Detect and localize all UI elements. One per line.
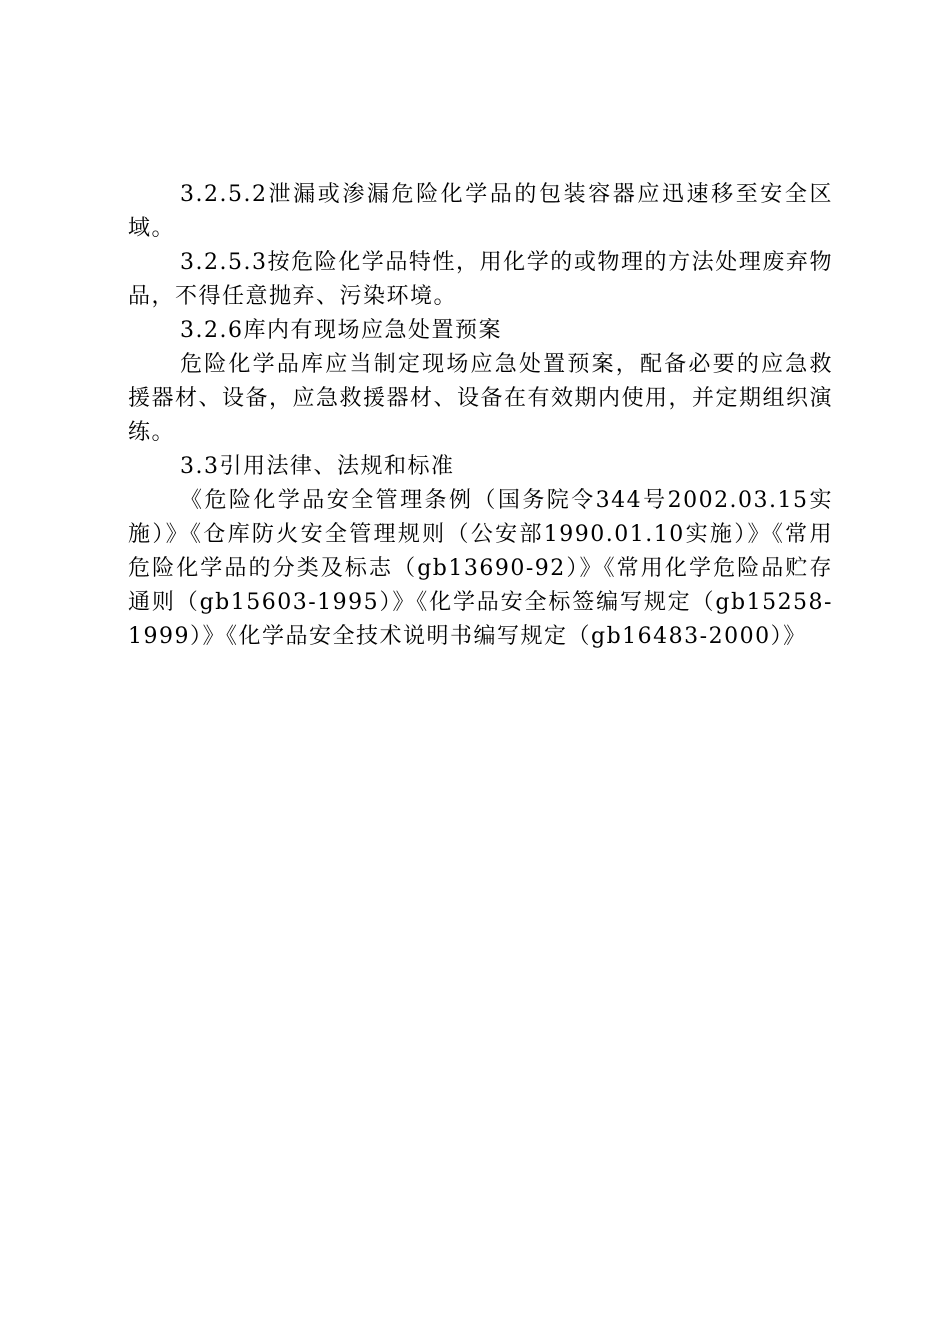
clause-3-2-6-heading: 3.2.6库内有现场应急处置预案 [180,318,502,343]
clause-3-2-5-2: 3.2.5.2泄漏或渗漏危险化学品的包装容器应迅速移至安全区域。 [128,182,833,241]
clause-3-3-references: 《危险化学品安全管理条例（国务院令344号2002.03.15实施）》《仓库防火安全管理规则（公安部1990.01.10实施）》《常用危险化学品的分类及标志（gb13690-92）》《常用化学危险品贮存通则（gb15603-1995）》《化学品安全标签编写规定（gb15258-1999）》《化学品安全技术说明书编写规定（gb16483-2000）》 [128,488,833,649]
clause-3-3-heading: 3.3引用法律、法规和标准 [180,454,455,479]
document-page [128,178,833,654]
clause-3-2-6-body: 危险化学品库应当制定现场应急处置预案，配备必要的应急救援器材、设备，应急救援器材、设备在有效期内使用，并定期组织演练。 [128,352,834,445]
clause-3-2-5-3: 3.2.5.3按危险化学品特性，用化学的或物理的方法处理废弃物品，不得任意抛弃、污染环境。 [128,250,833,309]
